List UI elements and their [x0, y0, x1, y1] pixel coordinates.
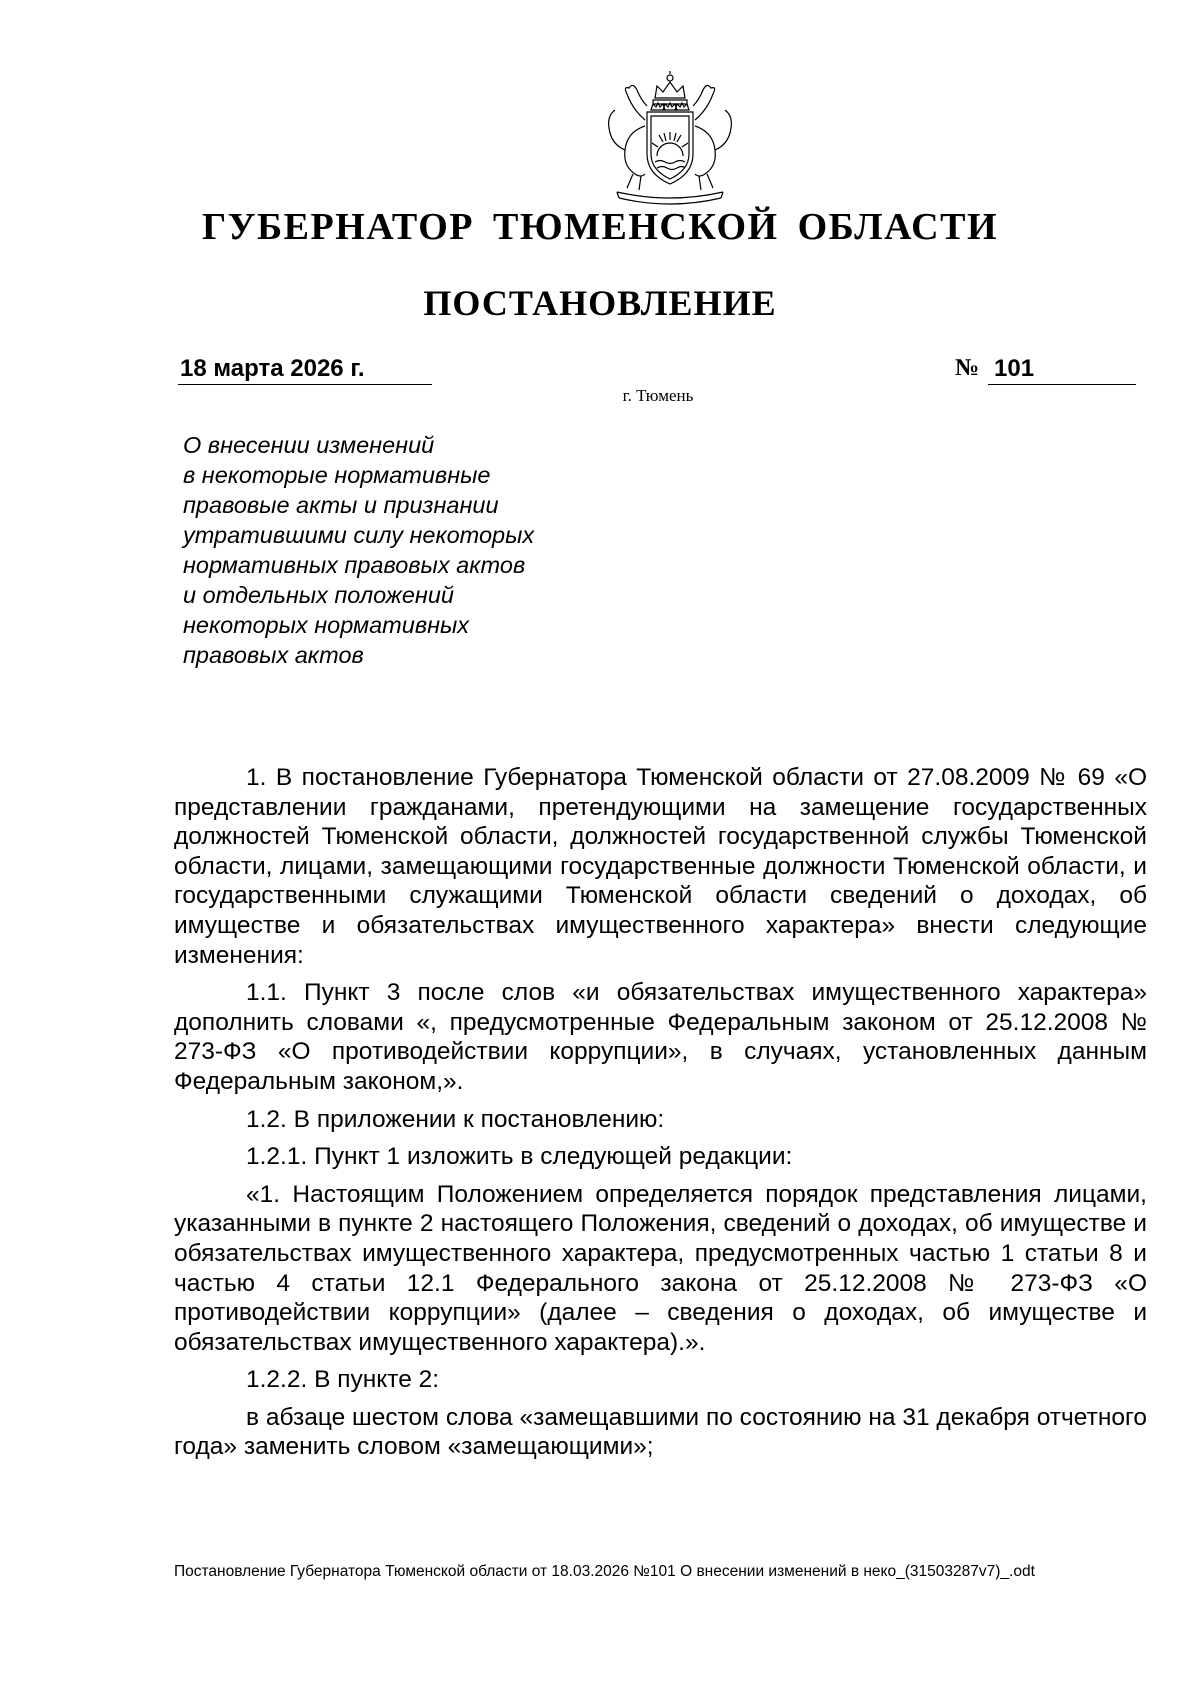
- subject-line: утратившими силу некоторых: [183, 522, 535, 548]
- paragraph: «1. Настоящим Положением определяется порядок представления лицами, указанными в пункте 2 настоящего Положения, сведений о доходах, об имуществе и обязательствах имущественного характера, предусмотренных частью 1 статьи 8 и частью 4 статьи 12.1 Федерального закона от 25.12.2008 № 273-ФЗ «О противодействии коррупции» (далее – сведения о доходах, об имуществе и обязательствах имущественного характера).».: [174, 1180, 1147, 1356]
- city: г. Тюмень: [622, 386, 694, 405]
- number-label: №: [955, 355, 980, 381]
- subject-line: нормативных правовых актов: [183, 552, 526, 578]
- document-number: 101: [988, 355, 1136, 385]
- subject-line: в некоторые нормативные: [183, 462, 491, 488]
- paragraph: 1. В постановление Губернатора Тюменской области от 27.08.2009 № 69 «О представлении гражданами, претендующими на замещение государственных должностей Тюменской области, должностей государственной службы Тюменской области, лицами, замещающими государственные должности Тюменской области, и государственными служащими Тюменской области сведений о доходах, об имуществе и обязательствах имущественного характера» внести следующие изменения:: [174, 764, 1147, 969]
- document-type: ПОСТАНОВЛЕНИЕ: [423, 283, 777, 323]
- paragraph: 1.2.2. В пункте 2:: [246, 1366, 440, 1394]
- paragraph: в абзаце шестом слова «замещавшими по состоянию на 31 декабря отчетного года» заменить словом «замещающими»;: [174, 1403, 1147, 1461]
- subject-line: правовых актов: [183, 642, 364, 668]
- paragraph: 1.1. Пункт 3 после слов «и обязательствах имущественного характера» дополнить словами «, предусмотренные Федеральным законом от 25.12.2008 № 273-ФЗ «О противодействии коррупции», в случаях, установленных данным Федеральным законом,».: [174, 979, 1147, 1095]
- page-footer: Постановление Губернатора Тюменской области от 18.03.2026 №101 О внесении изменений в неко_(31503287v7)_.odt: [174, 1563, 1035, 1580]
- document-body: [174, 763, 1147, 1470]
- subject-line: О внесении изменений: [183, 432, 435, 458]
- subject-line: и отдельных положений: [183, 582, 454, 608]
- document-date: 18 марта 2026 г.: [178, 355, 432, 385]
- org-title: ГУБЕРНАТОР ТЮМЕНСКОЙ ОБЛАСТИ: [201, 206, 999, 248]
- subject-line: некоторых нормативных: [183, 612, 470, 638]
- document-subject: [183, 430, 603, 670]
- paragraph: 1.2. В приложении к постановлению:: [246, 1105, 665, 1133]
- paragraph: 1.2.1. Пункт 1 изложить в следующей редакции:: [246, 1143, 793, 1171]
- subject-line: правовые акты и признании: [183, 492, 499, 518]
- coat-of-arms-icon: [597, 70, 743, 210]
